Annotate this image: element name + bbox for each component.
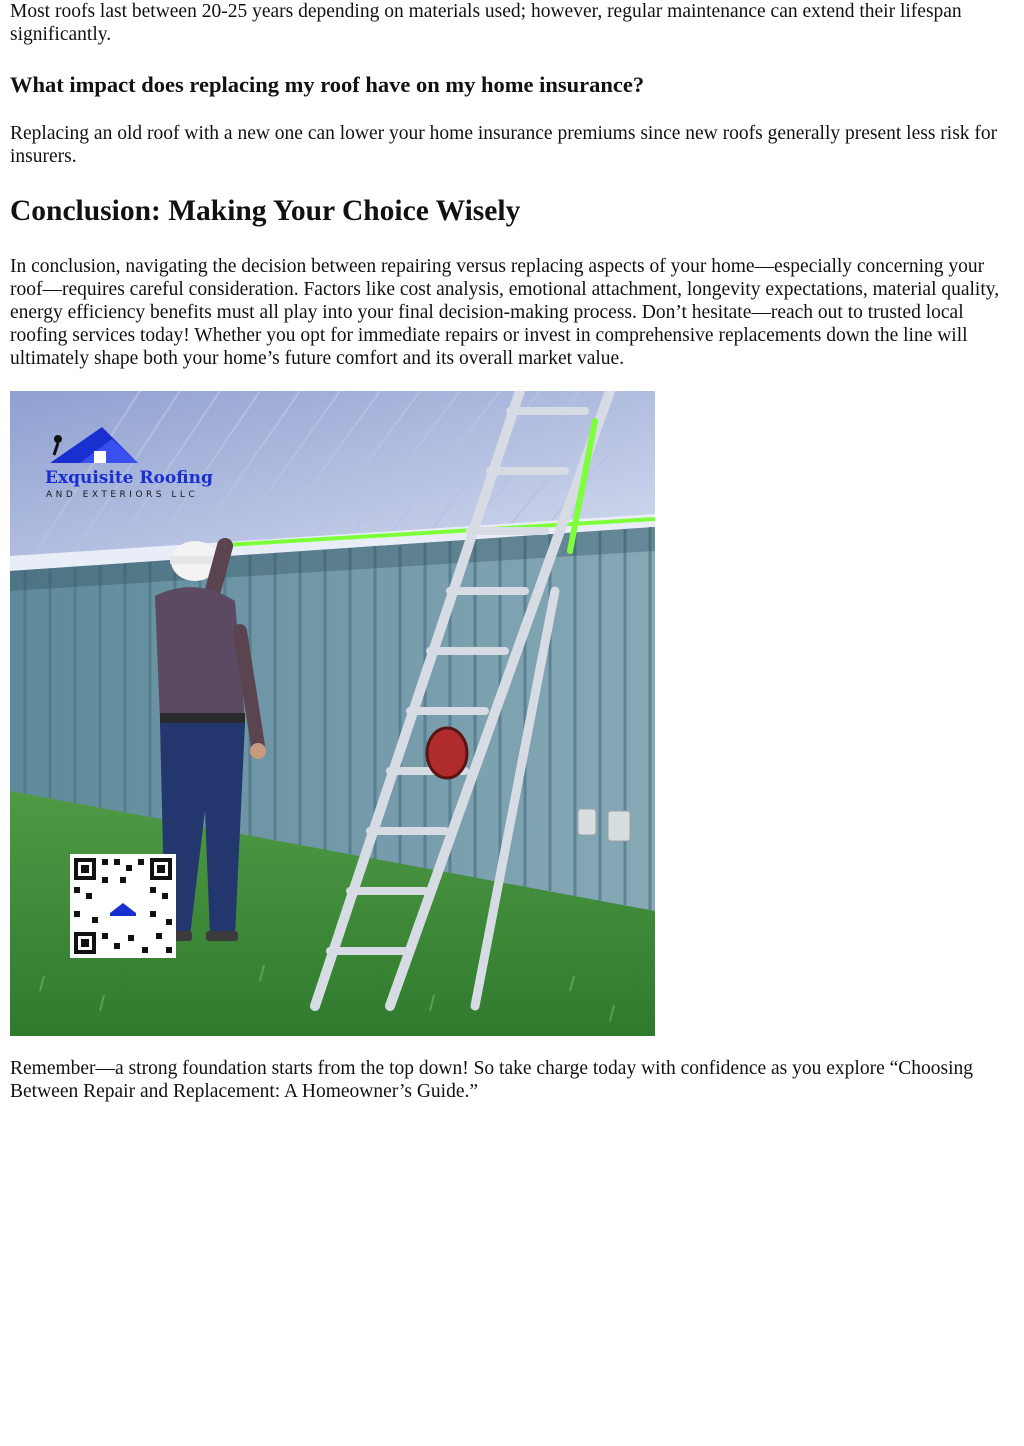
outlet-box	[608, 811, 630, 841]
closing-paragraph: Remember—a strong foundation starts from the top down! So take charge today with confidence as you explore “Choosing Between Repair and Replacement: A Homeowner’s Guide.”	[10, 1058, 974, 1102]
qr-code	[70, 854, 176, 958]
logo-text-line1: Exquisite Roofing	[45, 468, 213, 488]
insurance-answer-paragraph: Replacing an old roof with a new one can lower your home insurance premiums since new roofs generally present less risk for insurers.	[10, 123, 998, 167]
lifespan-answer-paragraph: Most roofs last between 20-25 years depending on materials used; however, regular maintenance can extend their lifespan significantly.	[10, 1, 962, 45]
tape-reel	[427, 728, 467, 778]
insurance-question-heading: What impact does replacing my roof have on my home insurance?	[10, 72, 645, 97]
outlet-box	[578, 809, 596, 835]
conclusion-paragraph: In conclusion, navigating the decision between repairing versus replacing aspects of your home—especially concerning your roof—requires careful consideration. Factors like cost analysis, emotional attachment, longevity expectations, material quality, energy efficiency benefits must all play into your final decision-making process. Don’t hesitate—reach out to trusted local roofing services today! Whether you opt for immediate repairs or invest in comprehensive replacements down the line will ultimately shape both your home’s future comfort and its overall market value.	[10, 256, 1000, 369]
logo-text-line2: AND EXTERIORS LLC	[46, 490, 199, 500]
roofer-ladder-photo	[10, 391, 655, 1036]
conclusion-heading: Conclusion: Making Your Choice Wisely	[10, 195, 521, 227]
